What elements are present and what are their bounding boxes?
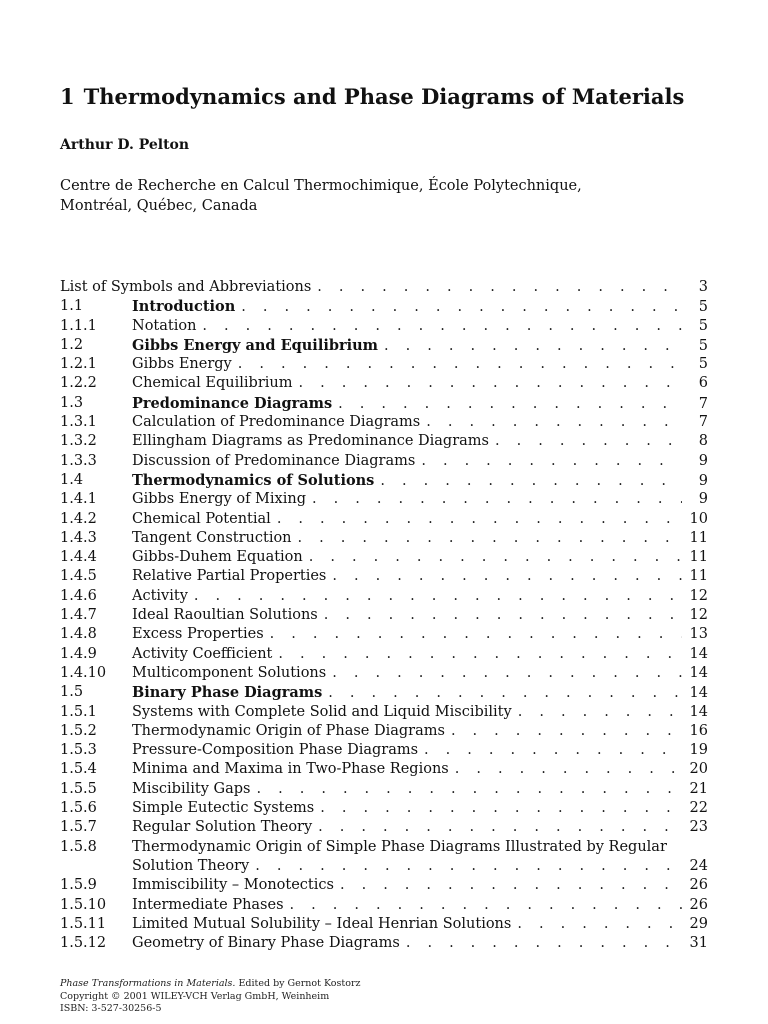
toc-page-number: 12 [689, 607, 708, 624]
toc-section-title: Predominance Diagrams [132, 394, 333, 412]
toc-leader-dots [318, 818, 682, 837]
toc-leader-dots [495, 432, 682, 451]
toc-leader-dots [332, 567, 682, 586]
toc-leader-dots [270, 625, 682, 644]
toc-section-title: Geometry of Binary Phase Diagrams [132, 935, 400, 952]
toc-section-number: 1.4.7 [60, 607, 97, 624]
toc-section-title: Intermediate Phases [132, 896, 284, 913]
toc-leader-dots [309, 548, 682, 567]
toc-section-number: 1.5.5 [60, 780, 97, 797]
toc-leader-dots [320, 799, 682, 818]
toc-entry-continuation [60, 857, 708, 876]
toc-leader-dots [256, 780, 682, 799]
toc-page-number: 11 [689, 549, 708, 566]
toc-page-number: 26 [689, 896, 708, 913]
toc-page-number: 21 [689, 780, 708, 797]
toc-section-title: Thermodynamics of Solutions [132, 471, 375, 489]
toc-section-number: 1.5.1 [60, 703, 97, 720]
toc-page-number: 14 [689, 703, 708, 720]
toc-leader-dots [340, 876, 682, 895]
toc-section-number: 1.5.7 [60, 819, 97, 836]
toc-section-title: Limited Mutual Solubility – Ideal Henrian Solutions [132, 915, 512, 932]
toc-leader-dots [455, 760, 682, 779]
toc-page-number: 5 [698, 337, 708, 354]
toc-page-number: 9 [698, 472, 708, 489]
toc-page-number: 13 [689, 626, 708, 643]
toc-entry [60, 548, 708, 567]
toc-section-number: 1.5.10 [60, 896, 107, 913]
toc-section-number: 1.4.1 [60, 491, 97, 508]
toc-leader-dots [421, 452, 682, 471]
toc-leader-dots [406, 934, 682, 953]
toc-entry [60, 413, 708, 432]
toc-section-number: 1.2.2 [60, 375, 97, 392]
toc-section-number: 1.5.6 [60, 800, 97, 817]
toc-entry [60, 838, 708, 857]
toc-section-title: Thermodynamic Origin of Simple Phase Diagrams Illustrated by Regular [132, 838, 667, 855]
toc-page-number: 14 [689, 664, 708, 681]
toc-leader-dots [332, 664, 682, 683]
toc-section-title: Gibbs Energy and Equilibrium [132, 336, 379, 354]
toc-section-title: Gibbs Energy of Mixing [132, 491, 306, 508]
toc-section-number: 1.4.2 [60, 510, 97, 527]
toc-leader-dots [194, 587, 682, 606]
toc-section-number: 1.4.6 [60, 587, 97, 604]
toc-entry [60, 818, 708, 837]
toc-section-title: Discussion of Predominance Diagrams [132, 452, 416, 469]
toc-section-number: 1.2.1 [60, 356, 97, 373]
toc-leader-dots [202, 317, 682, 336]
toc-page-number: 31 [689, 935, 708, 952]
toc-entry [60, 355, 708, 374]
toc-leader-dots [518, 703, 682, 722]
toc-section-number: 1.2 [60, 336, 84, 353]
toc-entry [60, 278, 708, 297]
book-title: Phase Transformations in Materials. [60, 978, 236, 989]
toc-leader-dots [517, 915, 682, 934]
affiliation-line: Centre de Recherche en Calcul Thermochimique, École Polytechnique, [60, 178, 582, 194]
toc-section-title: Thermodynamic Origin of Phase Diagrams [132, 722, 445, 739]
toc-section-number: 1.5 [60, 684, 84, 701]
toc-entry [60, 471, 708, 490]
toc-section-title: Pressure-Composition Phase Diagrams [132, 742, 419, 759]
toc-entry [60, 703, 708, 722]
toc-leader-dots [384, 337, 682, 356]
toc-entry [60, 625, 708, 644]
toc-leader-dots [424, 741, 682, 760]
toc-page-number: 14 [689, 645, 708, 662]
toc-leader-dots [426, 413, 682, 432]
toc-page-number: 7 [698, 414, 708, 431]
toc-section-number: 1.1.1 [60, 317, 97, 334]
toc-section-number: 1.4.8 [60, 626, 97, 643]
toc-page-number: 5 [698, 356, 708, 373]
toc-section-number: 1.4.3 [60, 529, 97, 546]
toc-section-number: 1.3.2 [60, 433, 97, 450]
toc-section-title: Gibbs Energy [132, 356, 232, 373]
toc-section-number: 1.3.1 [60, 414, 97, 431]
toc-leader-dots [312, 490, 682, 509]
toc-section-title: Systems with Complete Solid and Liquid Miscibility [132, 703, 512, 720]
toc-section-title: Excess Properties [132, 626, 264, 643]
toc-leader-dots [241, 298, 682, 317]
toc-page-number: 26 [689, 877, 708, 894]
toc-entry [60, 645, 708, 664]
toc-entry [60, 741, 708, 760]
toc-entry [60, 587, 708, 606]
toc-section-number: 1.5.2 [60, 722, 97, 739]
toc-section-title: Activity [132, 587, 188, 604]
toc-section-number: 1.5.9 [60, 877, 97, 894]
toc-page-number: 10 [689, 510, 708, 527]
toc-section-title: Simple Eutectic Systems [132, 800, 315, 817]
toc-section-title: Tangent Construction [132, 529, 292, 546]
toc-entry [60, 336, 708, 355]
toc-page-number: 19 [689, 742, 708, 759]
toc-entry [60, 606, 708, 625]
toc-page-number: 14 [689, 685, 708, 702]
affiliation-line: Montréal, Québec, Canada [60, 198, 258, 214]
toc-leader-dots [278, 645, 682, 664]
toc-page-number: 9 [698, 491, 708, 508]
toc-section-number: 1.5.8 [60, 838, 97, 855]
toc-entry [60, 799, 708, 818]
toc-page-number: 3 [698, 279, 708, 295]
toc-section-number: 1.5.12 [60, 935, 107, 952]
author-affiliation [60, 176, 582, 216]
toc-page-number: 12 [689, 587, 708, 604]
toc-entry [60, 567, 708, 586]
toc-entry [60, 780, 708, 799]
toc-page-number: 20 [689, 761, 708, 778]
toc-section-number: 1.4.10 [60, 664, 107, 681]
table-of-contents [60, 278, 708, 953]
toc-entry [60, 490, 708, 509]
toc-leader-dots [451, 722, 682, 741]
toc-section-number: 1.1 [60, 298, 84, 315]
toc-section-title: Solution Theory [132, 857, 250, 874]
toc-leader-dots [324, 606, 682, 625]
toc-leader-dots [298, 529, 682, 548]
toc-entry [60, 664, 708, 683]
toc-leader-dots [290, 896, 682, 915]
chapter-title [60, 84, 684, 109]
toc-section-title: Ellingham Diagrams as Predominance Diagrams [132, 433, 489, 450]
toc-section-title: Activity Coefficient [132, 645, 273, 662]
toc-section-title: Chemical Potential [132, 510, 271, 527]
footer-isbn: ISBN: 3-527-30256-5 [60, 1003, 162, 1014]
toc-leader-dots [317, 278, 682, 297]
toc-entry [60, 915, 708, 934]
book-editor: Edited by Gernot Kostorz [235, 978, 361, 989]
toc-section-title: Chemical Equilibrium [132, 375, 293, 392]
toc-page-number: 6 [698, 375, 708, 392]
toc-section-title: Introduction [132, 298, 236, 316]
toc-entry [60, 432, 708, 451]
toc-section-title: Notation [132, 317, 197, 334]
toc-leader-dots [238, 355, 682, 374]
toc-section-number: 1.5.11 [60, 915, 107, 932]
toc-leader-dots [298, 374, 682, 393]
footer-publication [60, 978, 360, 991]
toc-entry [60, 510, 708, 529]
toc-entry [60, 374, 708, 393]
toc-page-number: 8 [698, 433, 708, 450]
toc-section-number: 1.4.5 [60, 568, 97, 585]
toc-section-number: 1.4 [60, 471, 84, 488]
author-name: Arthur D. Pelton [60, 137, 190, 153]
toc-section-title: Gibbs-Duhem Equation [132, 549, 303, 566]
toc-leader-dots [380, 472, 682, 491]
toc-section-title: Calculation of Predominance Diagrams [132, 414, 421, 431]
toc-section-title: Miscibility Gaps [132, 780, 251, 797]
toc-leader-dots [277, 510, 682, 529]
toc-page-number: 29 [689, 915, 708, 932]
page-footer [60, 978, 360, 1016]
toc-section-title: Immiscibility – Monotectics [132, 877, 334, 894]
toc-leader-dots [338, 395, 682, 414]
chapter-number: 1 [60, 84, 75, 109]
toc-entry [60, 683, 708, 702]
toc-page-number: 23 [689, 819, 708, 836]
toc-section-number: 1.4.9 [60, 645, 97, 662]
toc-section-number: 1.5.4 [60, 761, 97, 778]
toc-section-number: 1.3.3 [60, 452, 97, 469]
toc-entry [60, 876, 708, 895]
toc-page-number: 11 [689, 529, 708, 546]
toc-entry [60, 452, 708, 471]
toc-section-number: 1.3 [60, 394, 84, 411]
toc-entry [60, 394, 708, 413]
toc-page-number: 9 [698, 452, 708, 469]
toc-entry [60, 934, 708, 953]
toc-section-title: Multicomponent Solutions [132, 664, 327, 681]
toc-entry [60, 529, 708, 548]
toc-leader-dots [255, 857, 682, 876]
toc-section-number: 1.4.4 [60, 549, 97, 566]
toc-section-title: Minima and Maxima in Two-Phase Regions [132, 761, 449, 778]
toc-leader-dots [328, 684, 682, 703]
toc-entry [60, 896, 708, 915]
toc-page-number: 22 [689, 800, 708, 817]
toc-entry [60, 317, 708, 336]
toc-section-title: List of Symbols and Abbreviations [60, 279, 312, 295]
toc-page-number: 5 [698, 317, 708, 334]
toc-section-number: 1.5.3 [60, 742, 97, 759]
toc-section-title: Ideal Raoultian Solutions [132, 607, 318, 624]
chapter-title-text: Thermodynamics and Phase Diagrams of Materials [83, 84, 685, 109]
toc-page-number: 7 [698, 395, 708, 412]
toc-page-number: 5 [698, 299, 708, 316]
toc-page-number: 11 [689, 568, 708, 585]
toc-entry [60, 760, 708, 779]
toc-entry [60, 297, 708, 316]
toc-section-title: Relative Partial Properties [132, 568, 327, 585]
toc-section-title: Binary Phase Diagrams [132, 684, 323, 702]
toc-entry [60, 722, 708, 741]
toc-section-title: Regular Solution Theory [132, 819, 313, 836]
toc-page-number: 24 [689, 857, 708, 874]
footer-copyright: Copyright © 2001 WILEY-VCH Verlag GmbH, Weinheim [60, 990, 330, 1002]
toc-page-number: 16 [689, 722, 708, 739]
